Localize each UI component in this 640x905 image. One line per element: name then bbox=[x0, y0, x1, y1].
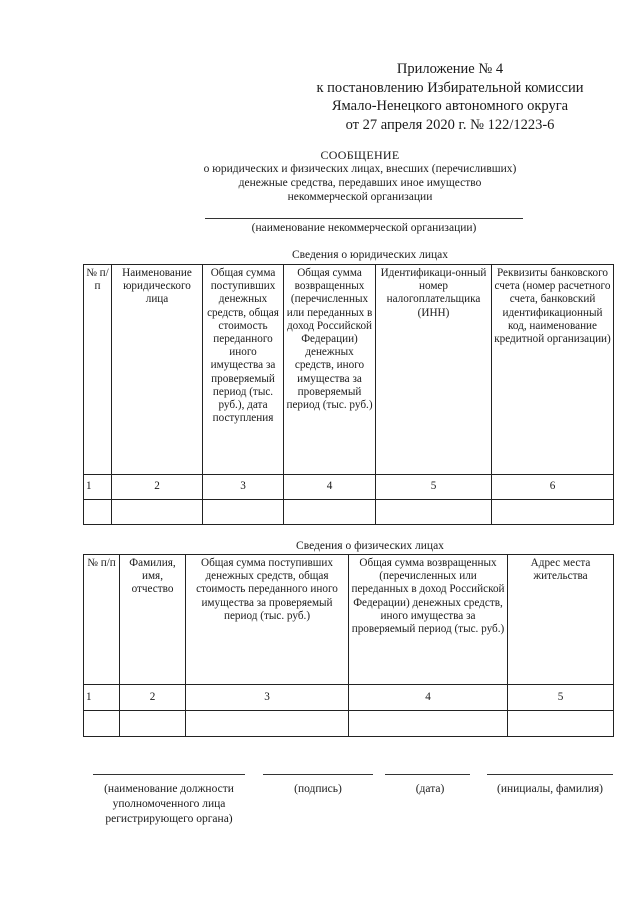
table-cell bbox=[112, 500, 203, 525]
legal-col-num-6: 6 bbox=[492, 475, 614, 500]
table-cell bbox=[508, 711, 614, 737]
appendix-line-3: Ямало-Ненецкого автономного округа bbox=[331, 98, 569, 114]
table-cell bbox=[492, 500, 614, 525]
physical-col-num-5: 5 bbox=[508, 685, 614, 711]
table-cell bbox=[376, 500, 492, 525]
physical-number-row bbox=[84, 685, 614, 711]
heading-line-3: некоммерческой организации bbox=[287, 191, 433, 203]
physical-empty-row bbox=[84, 711, 614, 737]
physical-header-row bbox=[84, 555, 614, 685]
legal-entities-table bbox=[83, 264, 614, 525]
legal-header-received: Общая сумма поступивших денежных средств, общая стоимость переданного иного имущества за проверяемый период (тыс. руб.), дата поступления bbox=[203, 265, 284, 475]
initials-caption: (инициалы, фамилия) bbox=[496, 783, 604, 795]
appendix-block bbox=[300, 60, 600, 134]
table-cell bbox=[84, 500, 112, 525]
legal-header-bank: Реквизиты банковского счета (номер расчетного счета, банковский идентификационный код, наименование кредитной организации) bbox=[492, 265, 614, 475]
date-line bbox=[385, 774, 470, 775]
table-cell bbox=[120, 711, 186, 737]
org-name-line bbox=[205, 218, 523, 219]
legal-header-row bbox=[84, 265, 614, 475]
table-cell bbox=[284, 500, 376, 525]
legal-number-row bbox=[84, 475, 614, 500]
document-title: СООБЩЕНИЕ bbox=[320, 148, 400, 162]
legal-col-num-1: 1 bbox=[84, 475, 112, 500]
physical-col-num-1: 1 bbox=[84, 685, 120, 711]
legal-header-name: Наименование юридического лица bbox=[112, 265, 203, 475]
position-line bbox=[93, 774, 245, 775]
table-cell bbox=[203, 500, 284, 525]
physical-header-address: Адрес места жительства bbox=[508, 555, 614, 685]
heading-line-1: о юридических и физических лицах, внесших (перечисливших) bbox=[203, 163, 517, 175]
physical-header-number: № п/п bbox=[84, 555, 120, 685]
table-cell bbox=[349, 711, 508, 737]
legal-empty-row bbox=[84, 500, 614, 525]
appendix-line-2: к постановлению Избирательной комиссии bbox=[316, 79, 584, 96]
appendix-line-4: от 27 апреля 2020 г. № 122/1223-6 bbox=[345, 116, 555, 133]
legal-col-num-2: 2 bbox=[112, 475, 203, 500]
physical-col-num-3: 3 bbox=[186, 685, 349, 711]
legal-entities-caption: Сведения о юридических лицах bbox=[291, 249, 449, 261]
physical-col-num-4: 4 bbox=[349, 685, 508, 711]
org-name-caption: (наименование некоммерческой организации) bbox=[251, 222, 477, 234]
heading-line-2: денежные средства, передавших иное имущество bbox=[238, 177, 482, 189]
signature-line bbox=[263, 774, 373, 775]
position-caption: (наименование должности уполномоченного лица регистрирующего органа) bbox=[104, 783, 234, 825]
legal-header-inn: Идентификаци-онный номер налогоплательщика (ИНН) bbox=[376, 265, 492, 475]
signature-caption: (подпись) bbox=[294, 783, 342, 795]
physical-persons-caption: Сведения о физических лицах bbox=[296, 540, 444, 552]
physical-header-received: Общая сумма поступивших денежных средств, общая стоимость переданного иного имущества за проверяемый период (тыс. руб.) bbox=[186, 555, 349, 685]
legal-header-returned: Общая сумма возвращенных (перечисленных или переданных в доход Российской Федерации) денежных средств, иного имущества за проверяемый период (тыс. руб.) bbox=[284, 265, 376, 475]
physical-col-num-2: 2 bbox=[120, 685, 186, 711]
document-heading bbox=[150, 148, 570, 204]
table-cell bbox=[84, 711, 120, 737]
physical-header-returned: Общая сумма возвращенных (перечисленных или переданных в доход Российской Федерации) денежных средств, иного имущества за проверяемый период (тыс. руб.) bbox=[349, 555, 508, 685]
legal-col-num-5: 5 bbox=[376, 475, 492, 500]
appendix-line-1: Приложение № 4 bbox=[396, 61, 504, 77]
physical-persons-table bbox=[83, 554, 614, 737]
legal-col-num-3: 3 bbox=[203, 475, 284, 500]
table-cell bbox=[186, 711, 349, 737]
legal-col-num-4: 4 bbox=[284, 475, 376, 500]
legal-header-number: № п/п bbox=[84, 265, 112, 475]
initials-line bbox=[487, 774, 613, 775]
date-caption: (дата) bbox=[415, 783, 445, 795]
physical-header-fullname: Фамилия, имя, отчество bbox=[120, 555, 186, 685]
